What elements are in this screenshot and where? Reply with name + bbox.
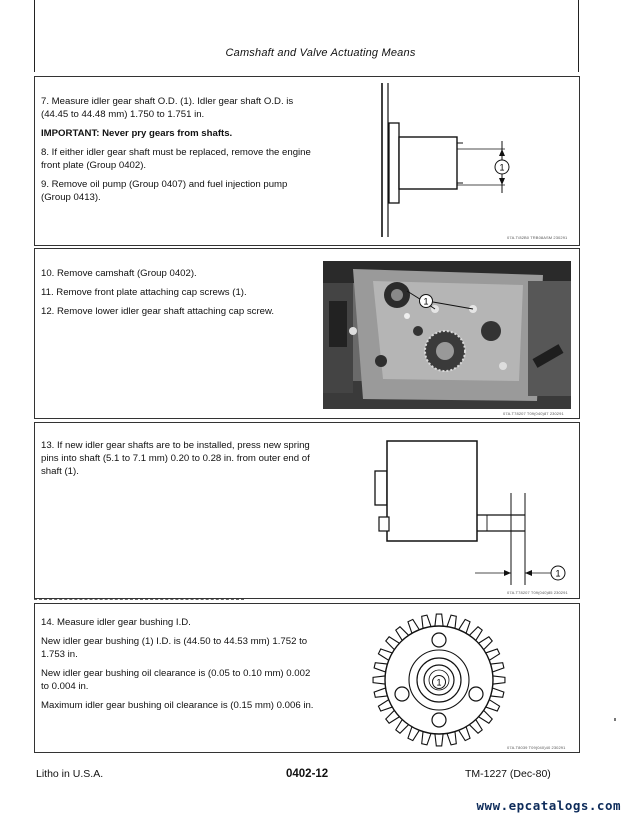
step-panel-14: [34, 603, 580, 753]
site-watermark[interactable]: www.epcatalogs.com: [476, 798, 621, 813]
step-panel-13: [34, 422, 580, 599]
idler-gear-shaft-pin-illustration: [365, 433, 570, 593]
front-plate-photo: [323, 261, 571, 409]
important-note: IMPORTANT: Never pry gears from shafts.: [41, 128, 233, 139]
step-panel-7-9: [34, 76, 580, 246]
page-right-rule: [578, 0, 579, 72]
callout-label: 1: [555, 568, 561, 579]
callout-1: [420, 295, 433, 308]
footer-page-number: 0402-12: [286, 768, 329, 780]
figure-id: 07A.T78207 T09(040)85 230291: [507, 590, 568, 595]
page-title: Camshaft and Valve Actuating Means: [225, 47, 416, 59]
callout-label: 1: [436, 677, 442, 688]
callout-label: 1: [423, 296, 429, 307]
figure-id: 07A.T78207 T09(040)87 230291: [503, 411, 564, 416]
callout-label: 1: [499, 162, 505, 173]
step-text: 9. Remove oil pump (Group 0407) and fuel injection pump (Group 0413).: [41, 179, 288, 203]
callout-1: [495, 160, 509, 174]
step-text: New idler gear bushing oil clearance is (0.05 to 0.10 mm) 0.002 to 0.004 in.: [41, 668, 311, 692]
step-text: Maximum idler gear bushing oil clearance is (0.15 mm) 0.006 in.: [41, 700, 314, 711]
callout-1: [551, 566, 565, 580]
idler-gear-bushing-illustration: [365, 606, 575, 750]
gear-tooth: [373, 676, 385, 684]
page-left-rule: [34, 0, 35, 72]
figure-id: 07A.T/82B0 TRB08ASM 230291: [507, 235, 568, 240]
footer-litho: Litho in U.S.A.: [36, 768, 104, 780]
figure-id: 07A.T8039 T09(040)40 230291: [507, 745, 566, 750]
step-text: New idler gear bushing (1) I.D. is (44.50 to 44.53 mm) 1.752 to 1.753 in.: [41, 636, 308, 660]
gear-tooth: [435, 614, 443, 626]
step-panel-10-12: [34, 248, 580, 419]
idler-gear-shaft-illustration: [365, 81, 570, 241]
step-text: 10. Remove camshaft (Group 0402).: [41, 268, 197, 279]
margin-mark: [614, 718, 616, 721]
footer-manual-id: TM-1227 (Dec-80): [465, 768, 551, 780]
step-text: 14. Measure idler gear bushing I.D.: [41, 617, 191, 628]
divider: [34, 599, 244, 600]
step-text: 12. Remove lower idler gear shaft attaching cap screw.: [41, 306, 275, 317]
gear-tooth: [435, 734, 443, 746]
step-text: 13. If new idler gear shafts are to be installed, press new spring pins into shaft (5.1 to 7.1 mm) 0.20 to 0.28 in. from outer end of shaft (1).: [41, 440, 310, 477]
callout-1: [433, 676, 446, 689]
step-text: 7. Measure idler gear shaft O.D. (1). Idler gear shaft O.D. is (44.45 to 44.48 mm) 1.750 to 1.751 in.: [41, 96, 294, 120]
step-text: 11. Remove front plate attaching cap screws (1).: [41, 287, 247, 298]
step-text: 8. If either idler gear shaft must be replaced, remove the engine front plate (Group 0402).: [41, 147, 311, 171]
gear-tooth: [493, 676, 505, 684]
